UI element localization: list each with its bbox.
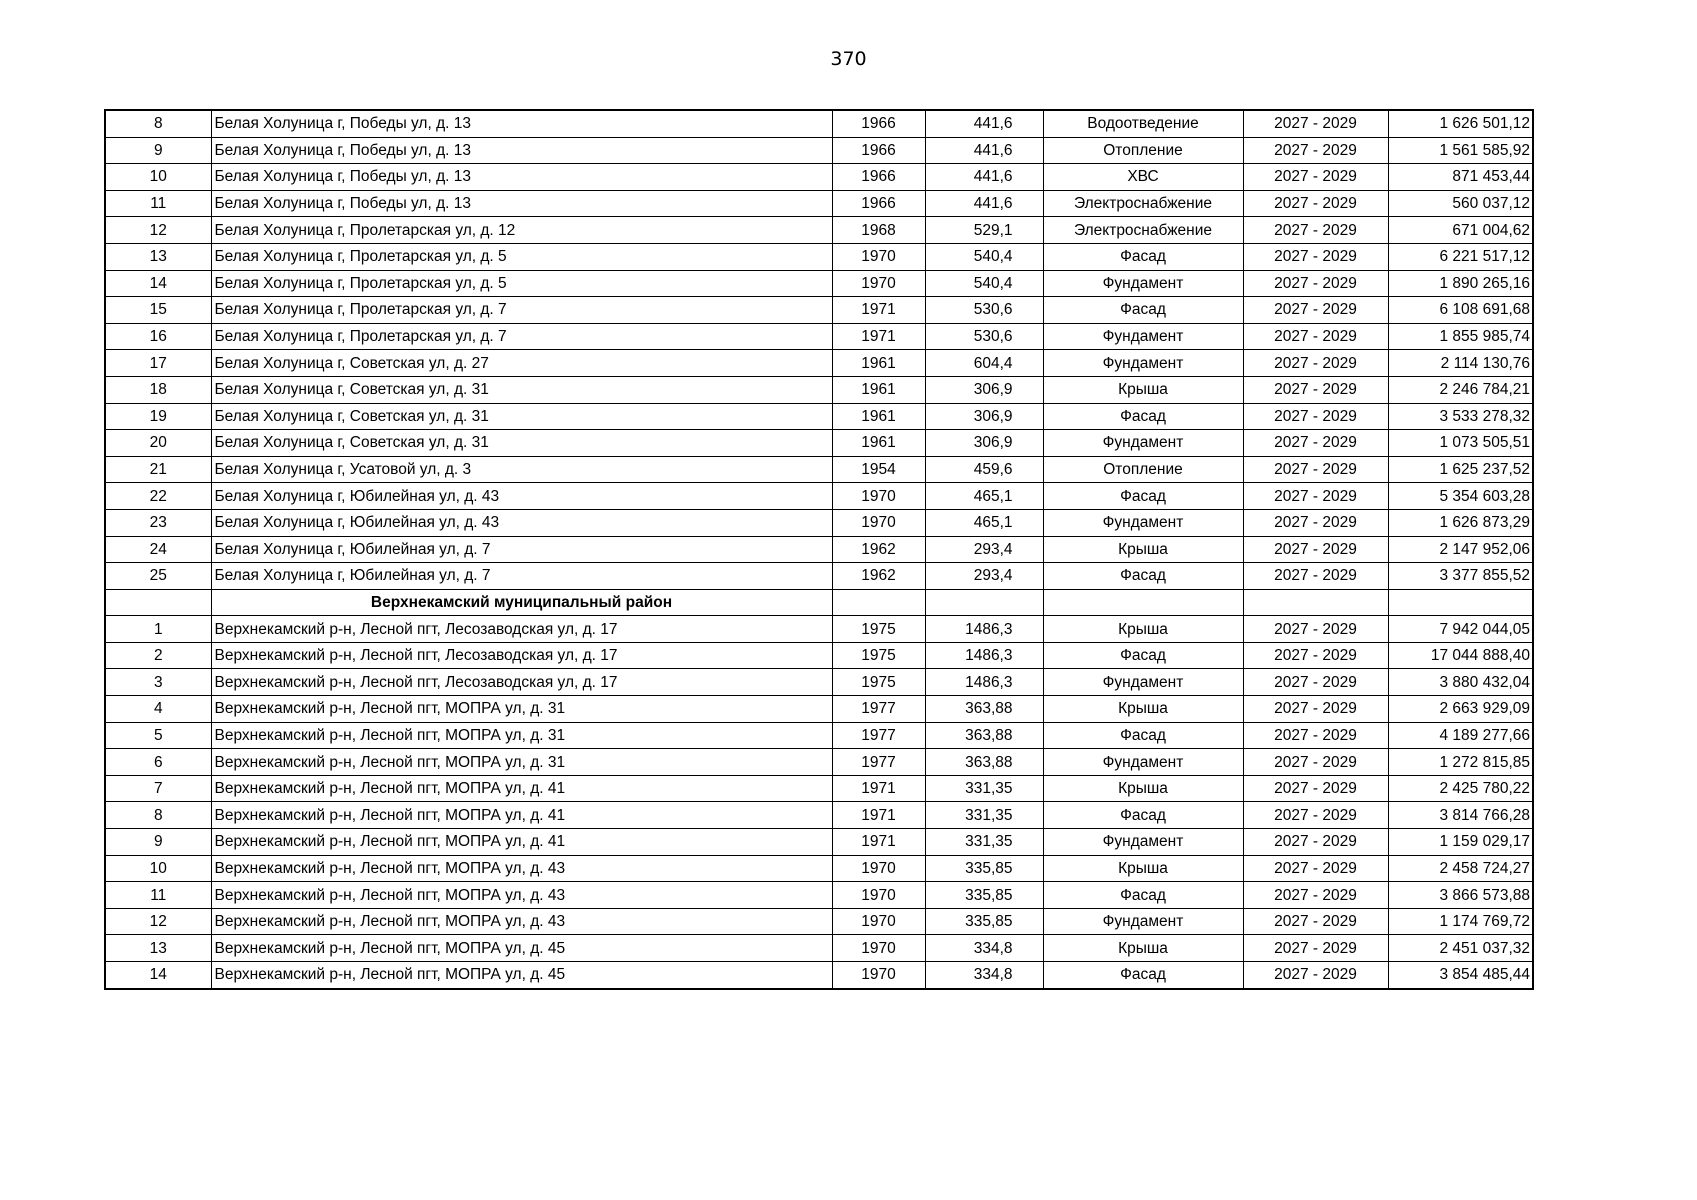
- table-row: [105, 483, 1533, 510]
- work-type-cell: Крыша: [1043, 696, 1243, 723]
- area-cell: 293,4: [925, 563, 1043, 590]
- table-row: [105, 829, 1533, 856]
- work-type-cell: Фасад: [1043, 642, 1243, 669]
- row-number-cell: 12: [105, 217, 211, 244]
- work-type-cell: Фундамент: [1043, 669, 1243, 696]
- period-cell: 2027 - 2029: [1243, 616, 1388, 643]
- cost-cell: 6 108 691,68: [1388, 297, 1533, 324]
- address-cell: Верхнекамский р-н, Лесной пгт, МОПРА ул, д. 31: [211, 722, 832, 749]
- year-cell: 1961: [832, 403, 925, 430]
- row-number-cell: 11: [105, 882, 211, 909]
- area-cell: 530,6: [925, 323, 1043, 350]
- cost-cell: 1 159 029,17: [1388, 829, 1533, 856]
- table-row: [105, 243, 1533, 270]
- table-row: [105, 164, 1533, 191]
- row-number-cell: 10: [105, 164, 211, 191]
- year-cell: 1954: [832, 456, 925, 483]
- table-row: [105, 509, 1533, 536]
- row-number-cell: 13: [105, 243, 211, 270]
- work-type-cell: Фасад: [1043, 483, 1243, 510]
- cost-cell: 1 890 265,16: [1388, 270, 1533, 297]
- year-cell: 1961: [832, 350, 925, 377]
- work-type-cell: Фундамент: [1043, 829, 1243, 856]
- table-row: [105, 669, 1533, 696]
- period-cell: 2027 - 2029: [1243, 722, 1388, 749]
- work-type-cell: Электроснабжение: [1043, 217, 1243, 244]
- work-type-cell: Фасад: [1043, 802, 1243, 829]
- work-type-cell: Фундамент: [1043, 350, 1243, 377]
- year-cell: 1975: [832, 616, 925, 643]
- year-cell: 1971: [832, 829, 925, 856]
- period-cell: 2027 - 2029: [1243, 110, 1388, 137]
- work-type-cell: Фасад: [1043, 722, 1243, 749]
- period-cell: 2027 - 2029: [1243, 350, 1388, 377]
- work-type-cell: Фасад: [1043, 882, 1243, 909]
- cost-cell: 3 854 485,44: [1388, 962, 1533, 989]
- period-cell: 2027 - 2029: [1243, 217, 1388, 244]
- period-cell: 2027 - 2029: [1243, 536, 1388, 563]
- address-cell: Верхнекамский р-н, Лесной пгт, Лесозаводская ул, д. 17: [211, 642, 832, 669]
- address-cell: Верхнекамский р-н, Лесной пгт, МОПРА ул, д. 31: [211, 696, 832, 723]
- area-cell: 540,4: [925, 243, 1043, 270]
- work-type-cell: Крыша: [1043, 376, 1243, 403]
- period-cell: 2027 - 2029: [1243, 669, 1388, 696]
- area-cell: 363,88: [925, 696, 1043, 723]
- address-cell: Белая Холуница г, Победы ул, д. 13: [211, 190, 832, 217]
- table-row: [105, 696, 1533, 723]
- work-type-cell: Фасад: [1043, 243, 1243, 270]
- address-cell: Белая Холуница г, Пролетарская ул, д. 12: [211, 217, 832, 244]
- period-cell: 2027 - 2029: [1243, 509, 1388, 536]
- table-row: [105, 563, 1533, 590]
- work-type-cell: [1043, 589, 1243, 616]
- cost-cell: 3 533 278,32: [1388, 403, 1533, 430]
- address-cell: Верхнекамский р-н, Лесной пгт, МОПРА ул, д. 41: [211, 802, 832, 829]
- address-cell: Белая Холуница г, Советская ул, д. 27: [211, 350, 832, 377]
- year-cell: 1975: [832, 642, 925, 669]
- cost-cell: 1 626 501,12: [1388, 110, 1533, 137]
- cost-cell: 1 073 505,51: [1388, 430, 1533, 457]
- address-cell: Белая Холуница г, Юбилейная ул, д. 43: [211, 509, 832, 536]
- row-number-cell: 11: [105, 190, 211, 217]
- cost-cell: 3 880 432,04: [1388, 669, 1533, 696]
- cost-cell: 560 037,12: [1388, 190, 1533, 217]
- table-row: [105, 430, 1533, 457]
- year-cell: 1961: [832, 430, 925, 457]
- cost-cell: 2 246 784,21: [1388, 376, 1533, 403]
- row-number-cell: 15: [105, 297, 211, 324]
- work-type-cell: Фундамент: [1043, 908, 1243, 935]
- area-cell: 1486,3: [925, 642, 1043, 669]
- cost-cell: 671 004,62: [1388, 217, 1533, 244]
- year-cell: 1966: [832, 190, 925, 217]
- period-cell: 2027 - 2029: [1243, 855, 1388, 882]
- area-cell: 441,6: [925, 110, 1043, 137]
- address-cell: Белая Холуница г, Пролетарская ул, д. 5: [211, 270, 832, 297]
- work-type-cell: Крыша: [1043, 616, 1243, 643]
- work-type-cell: Крыша: [1043, 775, 1243, 802]
- work-type-cell: Фундамент: [1043, 749, 1243, 776]
- area-cell: 465,1: [925, 509, 1043, 536]
- section-title: Верхнекамский муниципальный район: [211, 589, 832, 616]
- period-cell: 2027 - 2029: [1243, 456, 1388, 483]
- table-row: [105, 403, 1533, 430]
- year-cell: 1970: [832, 962, 925, 989]
- area-cell: 441,6: [925, 137, 1043, 164]
- period-cell: 2027 - 2029: [1243, 882, 1388, 909]
- table-row: [105, 722, 1533, 749]
- work-type-cell: Фасад: [1043, 962, 1243, 989]
- address-cell: Белая Холуница г, Пролетарская ул, д. 5: [211, 243, 832, 270]
- year-cell: 1970: [832, 855, 925, 882]
- address-cell: Белая Холуница г, Юбилейная ул, д. 43: [211, 483, 832, 510]
- year-cell: 1966: [832, 137, 925, 164]
- row-number-cell: 2: [105, 642, 211, 669]
- area-cell: 293,4: [925, 536, 1043, 563]
- cost-cell: 7 942 044,05: [1388, 616, 1533, 643]
- table-body: [105, 110, 1533, 989]
- cost-cell: 1 174 769,72: [1388, 908, 1533, 935]
- year-cell: 1971: [832, 323, 925, 350]
- work-type-cell: Фундамент: [1043, 509, 1243, 536]
- table-row: [105, 536, 1533, 563]
- work-type-cell: Фундамент: [1043, 270, 1243, 297]
- cost-cell: 1 855 985,74: [1388, 323, 1533, 350]
- year-cell: 1970: [832, 935, 925, 962]
- cost-cell: 871 453,44: [1388, 164, 1533, 191]
- table-row: [105, 935, 1533, 962]
- period-cell: 2027 - 2029: [1243, 483, 1388, 510]
- area-cell: 334,8: [925, 962, 1043, 989]
- table-row: [105, 749, 1533, 776]
- table-row: [105, 616, 1533, 643]
- year-cell: 1977: [832, 722, 925, 749]
- address-cell: Белая Холуница г, Советская ул, д. 31: [211, 403, 832, 430]
- work-type-cell: Водоотведение: [1043, 110, 1243, 137]
- address-cell: Белая Холуница г, Юбилейная ул, д. 7: [211, 536, 832, 563]
- row-number-cell: 21: [105, 456, 211, 483]
- address-cell: Белая Холуница г, Пролетарская ул, д. 7: [211, 297, 832, 324]
- row-number-cell: 8: [105, 110, 211, 137]
- cost-cell: 4 189 277,66: [1388, 722, 1533, 749]
- table-row: [105, 190, 1533, 217]
- cost-cell: 1 272 815,85: [1388, 749, 1533, 776]
- table-row: [105, 297, 1533, 324]
- area-cell: 540,4: [925, 270, 1043, 297]
- address-cell: Белая Холуница г, Победы ул, д. 13: [211, 137, 832, 164]
- row-number-cell: 22: [105, 483, 211, 510]
- address-cell: Верхнекамский р-н, Лесной пгт, МОПРА ул, д. 43: [211, 908, 832, 935]
- work-type-cell: Фасад: [1043, 563, 1243, 590]
- row-number-cell: 17: [105, 350, 211, 377]
- table-row: [105, 802, 1533, 829]
- page-number: 370: [830, 48, 867, 70]
- period-cell: 2027 - 2029: [1243, 430, 1388, 457]
- row-number-cell: 14: [105, 270, 211, 297]
- area-cell: 441,6: [925, 190, 1043, 217]
- period-cell: 2027 - 2029: [1243, 297, 1388, 324]
- area-cell: 331,35: [925, 802, 1043, 829]
- cost-cell: 2 663 929,09: [1388, 696, 1533, 723]
- cost-cell: 2 451 037,32: [1388, 935, 1533, 962]
- address-cell: Верхнекамский р-н, Лесной пгт, МОПРА ул, д. 45: [211, 935, 832, 962]
- cost-cell: 5 354 603,28: [1388, 483, 1533, 510]
- address-cell: Верхнекамский р-н, Лесной пгт, МОПРА ул, д. 31: [211, 749, 832, 776]
- area-cell: 331,35: [925, 775, 1043, 802]
- area-cell: [925, 589, 1043, 616]
- area-cell: 530,6: [925, 297, 1043, 324]
- address-cell: Верхнекамский р-н, Лесной пгт, МОПРА ул, д. 41: [211, 829, 832, 856]
- cost-cell: 1 626 873,29: [1388, 509, 1533, 536]
- year-cell: 1962: [832, 563, 925, 590]
- area-cell: 459,6: [925, 456, 1043, 483]
- row-number-cell: 3: [105, 669, 211, 696]
- year-cell: 1970: [832, 270, 925, 297]
- year-cell: 1971: [832, 775, 925, 802]
- period-cell: 2027 - 2029: [1243, 962, 1388, 989]
- address-cell: Белая Холуница г, Усатовой ул, д. 3: [211, 456, 832, 483]
- work-type-cell: Крыша: [1043, 536, 1243, 563]
- year-cell: 1970: [832, 908, 925, 935]
- year-cell: 1968: [832, 217, 925, 244]
- year-cell: 1966: [832, 110, 925, 137]
- cost-cell: 17 044 888,40: [1388, 642, 1533, 669]
- cost-cell: 2 458 724,27: [1388, 855, 1533, 882]
- table-row: [105, 642, 1533, 669]
- period-cell: 2027 - 2029: [1243, 270, 1388, 297]
- area-cell: 306,9: [925, 376, 1043, 403]
- work-type-cell: Фундамент: [1043, 430, 1243, 457]
- area-cell: 331,35: [925, 829, 1043, 856]
- period-cell: 2027 - 2029: [1243, 137, 1388, 164]
- work-type-cell: Электроснабжение: [1043, 190, 1243, 217]
- period-cell: 2027 - 2029: [1243, 802, 1388, 829]
- area-cell: 363,88: [925, 722, 1043, 749]
- table-row: [105, 270, 1533, 297]
- period-cell: 2027 - 2029: [1243, 908, 1388, 935]
- year-cell: 1970: [832, 509, 925, 536]
- work-type-cell: Крыша: [1043, 855, 1243, 882]
- row-number-cell: 9: [105, 137, 211, 164]
- period-cell: 2027 - 2029: [1243, 243, 1388, 270]
- area-cell: 306,9: [925, 430, 1043, 457]
- period-cell: 2027 - 2029: [1243, 403, 1388, 430]
- row-number-cell: 5: [105, 722, 211, 749]
- period-cell: 2027 - 2029: [1243, 829, 1388, 856]
- year-cell: 1966: [832, 164, 925, 191]
- row-number-cell: 14: [105, 962, 211, 989]
- cost-cell: 1 625 237,52: [1388, 456, 1533, 483]
- period-cell: 2027 - 2029: [1243, 190, 1388, 217]
- address-cell: Верхнекамский р-н, Лесной пгт, МОПРА ул, д. 43: [211, 882, 832, 909]
- year-cell: 1970: [832, 243, 925, 270]
- work-type-cell: Фасад: [1043, 403, 1243, 430]
- year-cell: 1971: [832, 297, 925, 324]
- row-number-cell: 20: [105, 430, 211, 457]
- address-cell: Белая Холуница г, Победы ул, д. 13: [211, 110, 832, 137]
- row-number-cell: 8: [105, 802, 211, 829]
- row-number-cell: [105, 589, 211, 616]
- work-type-cell: Отопление: [1043, 137, 1243, 164]
- row-number-cell: 6: [105, 749, 211, 776]
- data-table-container: [104, 109, 1534, 990]
- row-number-cell: 16: [105, 323, 211, 350]
- address-cell: Верхнекамский р-н, Лесной пгт, МОПРА ул, д. 41: [211, 775, 832, 802]
- table-row: [105, 882, 1533, 909]
- area-cell: 529,1: [925, 217, 1043, 244]
- table-row: [105, 855, 1533, 882]
- area-cell: 465,1: [925, 483, 1043, 510]
- period-cell: 2027 - 2029: [1243, 563, 1388, 590]
- year-cell: 1975: [832, 669, 925, 696]
- work-type-cell: Крыша: [1043, 935, 1243, 962]
- address-cell: Верхнекамский р-н, Лесной пгт, Лесозаводская ул, д. 17: [211, 669, 832, 696]
- table-row: [105, 350, 1533, 377]
- period-cell: 2027 - 2029: [1243, 376, 1388, 403]
- cost-cell: 6 221 517,12: [1388, 243, 1533, 270]
- period-cell: 2027 - 2029: [1243, 935, 1388, 962]
- table-row: [105, 775, 1533, 802]
- year-cell: [832, 589, 925, 616]
- section-header-row: [105, 589, 1533, 616]
- area-cell: 334,8: [925, 935, 1043, 962]
- work-type-cell: ХВС: [1043, 164, 1243, 191]
- year-cell: 1977: [832, 749, 925, 776]
- cost-cell: 2 425 780,22: [1388, 775, 1533, 802]
- year-cell: 1962: [832, 536, 925, 563]
- period-cell: 2027 - 2029: [1243, 642, 1388, 669]
- row-number-cell: 24: [105, 536, 211, 563]
- cost-cell: 1 561 585,92: [1388, 137, 1533, 164]
- table-row: [105, 456, 1533, 483]
- table-row: [105, 323, 1533, 350]
- period-cell: 2027 - 2029: [1243, 749, 1388, 776]
- area-cell: 335,85: [925, 882, 1043, 909]
- work-type-cell: Фундамент: [1043, 323, 1243, 350]
- address-cell: Верхнекамский р-н, Лесной пгт, МОПРА ул, д. 45: [211, 962, 832, 989]
- table-row: [105, 137, 1533, 164]
- row-number-cell: 7: [105, 775, 211, 802]
- area-cell: 604,4: [925, 350, 1043, 377]
- area-cell: 1486,3: [925, 616, 1043, 643]
- address-cell: Белая Холуница г, Советская ул, д. 31: [211, 376, 832, 403]
- row-number-cell: 9: [105, 829, 211, 856]
- row-number-cell: 12: [105, 908, 211, 935]
- area-cell: 441,6: [925, 164, 1043, 191]
- table-row: [105, 110, 1533, 137]
- table-row: [105, 908, 1533, 935]
- table-row: [105, 376, 1533, 403]
- period-cell: 2027 - 2029: [1243, 775, 1388, 802]
- year-cell: 1971: [832, 802, 925, 829]
- work-type-cell: Фасад: [1043, 297, 1243, 324]
- area-cell: 335,85: [925, 855, 1043, 882]
- table-row: [105, 217, 1533, 244]
- row-number-cell: 19: [105, 403, 211, 430]
- address-cell: Белая Холуница г, Советская ул, д. 31: [211, 430, 832, 457]
- cost-cell: 3 377 855,52: [1388, 563, 1533, 590]
- period-cell: [1243, 589, 1388, 616]
- row-number-cell: 23: [105, 509, 211, 536]
- address-cell: Белая Холуница г, Юбилейная ул, д. 7: [211, 563, 832, 590]
- area-cell: 363,88: [925, 749, 1043, 776]
- row-number-cell: 10: [105, 855, 211, 882]
- address-cell: Верхнекамский р-н, Лесной пгт, МОПРА ул, д. 43: [211, 855, 832, 882]
- cost-cell: 2 114 130,76: [1388, 350, 1533, 377]
- period-cell: 2027 - 2029: [1243, 323, 1388, 350]
- row-number-cell: 13: [105, 935, 211, 962]
- cost-cell: 3 814 766,28: [1388, 802, 1533, 829]
- cost-cell: [1388, 589, 1533, 616]
- address-cell: Белая Холуница г, Победы ул, д. 13: [211, 164, 832, 191]
- year-cell: 1970: [832, 483, 925, 510]
- cost-cell: 3 866 573,88: [1388, 882, 1533, 909]
- period-cell: 2027 - 2029: [1243, 164, 1388, 191]
- row-number-cell: 25: [105, 563, 211, 590]
- row-number-cell: 4: [105, 696, 211, 723]
- area-cell: 335,85: [925, 908, 1043, 935]
- address-cell: Белая Холуница г, Пролетарская ул, д. 7: [211, 323, 832, 350]
- year-cell: 1977: [832, 696, 925, 723]
- year-cell: 1970: [832, 882, 925, 909]
- row-number-cell: 1: [105, 616, 211, 643]
- housing-repair-table: [104, 109, 1534, 990]
- work-type-cell: Отопление: [1043, 456, 1243, 483]
- cost-cell: 2 147 952,06: [1388, 536, 1533, 563]
- row-number-cell: 18: [105, 376, 211, 403]
- year-cell: 1961: [832, 376, 925, 403]
- area-cell: 1486,3: [925, 669, 1043, 696]
- area-cell: 306,9: [925, 403, 1043, 430]
- table-row: [105, 962, 1533, 989]
- period-cell: 2027 - 2029: [1243, 696, 1388, 723]
- address-cell: Верхнекамский р-н, Лесной пгт, Лесозаводская ул, д. 17: [211, 616, 832, 643]
